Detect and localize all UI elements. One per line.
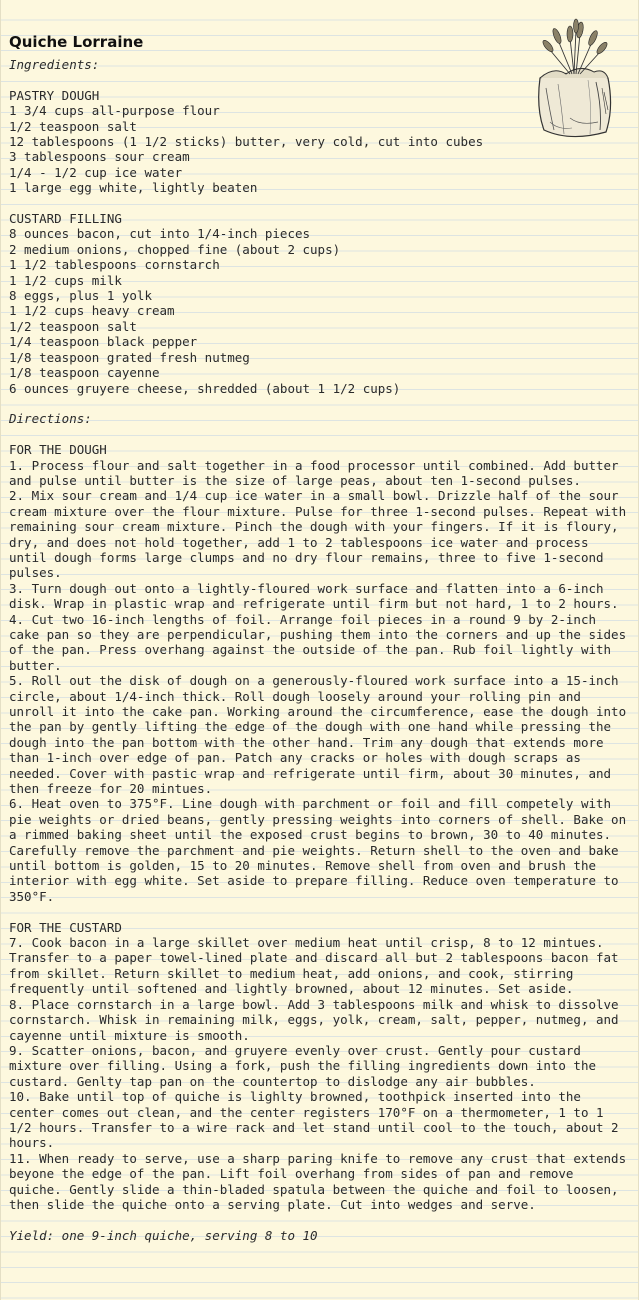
direction-step: 9. Scatter onions, bacon, and gruyere evenly over crust. Gently pour custard mixture over filling. Using a fork, push the filling ingredients down into the custard. Genlty tap pan on the countertop to dislodge any air bubbles. [9, 1042, 604, 1089]
direction-step: 5. Roll out the disk of dough on a generously-floured work surface into a 15-inch circle, about 1/4-inch thick. Roll dough loosely around your rolling pin and unroll it into the cake pan. Working around the circumference, ease the dough into the pan by gently lifting the edge of the dough with one hand while pressing the dough into the pan bottom with the other hand. Trim any dough that extends more than 1-inch over edge of pan. Patch any cracks or holes with dough scraps as needed. Cover with pastic wrap and refrigerate until firm, about 30 minutes, and then freeze for 20 mintues. [9, 673, 634, 797]
spacer [9, 196, 629, 211]
custard-filling-heading: CUSTARD FILLING [9, 211, 122, 227]
direction-step: 3. Turn dough out onto a lightly-floured work surface and flatten into a 6-inch disk. Wrap in plastic wrap and refrigerate until firm but not hard, 1 to 2 hours. [9, 580, 619, 612]
ingredient-item: 1 1/2 cups milk [9, 272, 122, 288]
ingredient-item: 12 tablespoons (1 1/2 sticks) butter, very cold, cut into cubes [9, 134, 484, 150]
ingredient-item: 1/2 teaspoon salt [9, 318, 137, 334]
direction-step: 8. Place cornstarch in a large bowl. Add 3 tablespoons milk and whisk to dissolve cornstarch. Whisk in remaining milk, eggs, yolk, cream, salt, pepper, nutmeg, and cayenne until mixture is smooth. [9, 996, 627, 1043]
yield-line: Yield: one 9-inch quiche, serving 8 to 10 [9, 1227, 318, 1243]
recipe-content [9, 31, 634, 1243]
ingredient-item: 3 tablespoons sour cream [9, 149, 190, 165]
directions-heading: Directions: [9, 411, 92, 427]
ingredient-item: 1/2 teaspoon salt [9, 118, 137, 134]
ingredients-heading: Ingredients: [9, 57, 100, 72]
spacer [9, 1212, 629, 1227]
ingredient-item: 1 1/2 cups heavy cream [9, 303, 175, 319]
dough-section-heading: FOR THE DOUGH [9, 442, 107, 458]
spacer [9, 427, 629, 442]
pastry-dough-heading: PASTRY DOUGH [9, 87, 100, 103]
direction-step: 6. Heat oven to 375°F. Line dough with parchment or foil and fill competely with pie weights or dried beans, gently pressing weights into corners of shell. Bake on a rimmed baking sheet until the exposed crust begins to brown, 30 to 40 minutes. Carefully remove the parchment and pie weights. Return shell to the oven and bake until bottom is golden, 15 to 20 minutes. Remove shell from oven and brush the interior with egg white. Set aside to prepare filling. Reduce oven temperature to 350°F. [9, 796, 634, 904]
recipe-title: Quiche Lorraine [9, 33, 144, 51]
ingredient-item: 1/4 - 1/2 cup ice water [9, 164, 183, 180]
ingredient-item: 1/4 teaspoon black pepper [9, 334, 198, 350]
ingredient-item: 2 medium onions, chopped fine (about 2 cups) [9, 241, 341, 257]
direction-step: 2. Mix sour cream and 1/4 cup ice water in a small bowl. Drizzle half of the sour cream mixture over the flour mixture. Pulse for three 1-second pulses. Repeat with remaining sour cream mixture. Pinch the dough with your fingers. If it is floury, dry, and does not hold together, add 1 to 2 tablespoons ice water and process until dough forms large clumps and no dry flour remains, three to five 1-second pulses. [9, 488, 634, 581]
spacer [9, 396, 629, 411]
ingredient-item: 6 ounces gruyere cheese, shredded (about 1 1/2 cups) [9, 380, 401, 396]
ingredient-item: 8 ounces bacon, cut into 1/4-inch pieces [9, 226, 311, 242]
direction-step: 11. When ready to serve, use a sharp paring knife to remove any crust that extends beyone the edge of the pan. Lift foil overhang from sides of pan and remove quiche. Gently slide a thin-bladed spatula between the quiche and foil to loosen, then slide the quiche onto a serving plate. Cut into wedges and serve. [9, 1150, 634, 1212]
direction-step: 4. Cut two 16-inch lengths of foil. Arrange foil pieces in a round 9 by 2-inch cake pan so they are perpendicular, pushing them into the corners and up the sides of the pan. Press overhang against the outside of the pan. Rub foil lightly with butter. [9, 611, 634, 673]
direction-step: 1. Process flour and salt together in a food processor until combined. Add butter and pulse until butter is the size of large peas, about ten 1-second pulses. [9, 457, 627, 488]
ingredient-item: 1 large egg white, lightly beaten [9, 180, 258, 196]
custard-section-heading: FOR THE CUSTARD [9, 919, 122, 935]
ingredient-item: 1 1/2 tablespoons cornstarch [9, 257, 220, 273]
ingredient-item: 8 eggs, plus 1 yolk [9, 288, 152, 304]
ingredient-item: 1 3/4 cups all-purpose flour [9, 103, 220, 119]
direction-step: 7. Cook bacon in a large skillet over medium heat until crisp, 8 to 12 mintues. Transfer to a paper towel-lined plate and discard all but 2 tablespoons bacon fat from skillet. Return skillet to medium heat, add onions, and cook, stirring frequently until softened and lightly browned, about 12 minutes. Set aside. [9, 935, 627, 997]
ingredient-item: 1/8 teaspoon cayenne [9, 365, 160, 381]
direction-step: 10. Bake until top of quiche is lighlty browned, toothpick inserted into the center comes out clean, and the center registers 170°F on a thermometer, 1 to 1 1/2 hours. Transfer to a wire rack and let stand until cool to the touch, about 2 hours. [9, 1089, 627, 1151]
ingredient-item: 1/8 teaspoon grated fresh nutmeg [9, 349, 250, 365]
spacer [9, 904, 629, 919]
spacer [9, 72, 629, 87]
